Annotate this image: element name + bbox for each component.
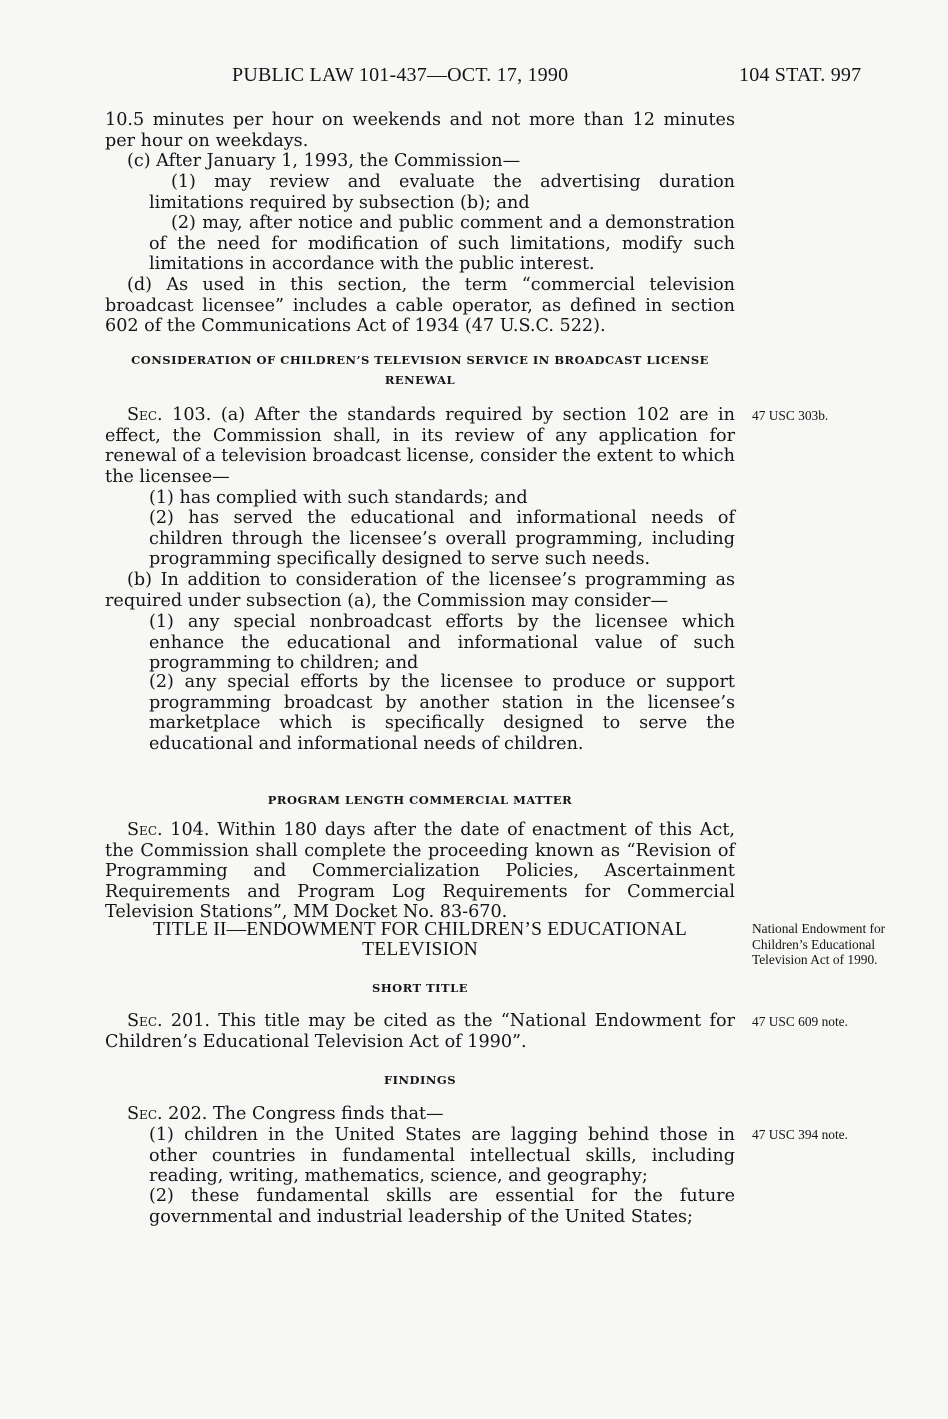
running-head: PUBLIC LAW 101-437—OCT. 17, 1990 <box>232 64 569 86</box>
margin-note: National Endowment for Children’s Educational Television Act of 1990. <box>752 921 886 967</box>
paragraph: (2) has served the educational and informational needs of children through the licensee’s overall programming, including programming specifically designed to serve such needs. <box>149 508 735 569</box>
paragraph: Sec. 103. (a) After the standards required by section 102 are in effect, the Commission shall, in its review of any application for renewal of a television broadcast license, consider the extent to which the licensee— <box>105 405 735 487</box>
section-heading: CONSIDERATION OF CHILDREN’S TELEVISION SERVICE IN BROADCAST LICENSE RENEWAL <box>131 353 709 387</box>
section-label: Sec. 201. <box>127 1011 211 1031</box>
margin-note: 47 USC 303b. <box>752 408 829 423</box>
section-heading: PROGRAM LENGTH COMMERCIAL MATTER <box>267 793 573 807</box>
page-stat-number: 104 STAT. 997 <box>739 64 862 86</box>
paragraph: (1) may review and evaluate the advertising duration limitations required by subsection (b); and <box>149 172 735 213</box>
title-heading: TITLE II—ENDOWMENT FOR CHILDREN’S EDUCATIONAL TELEVISION <box>153 919 687 960</box>
paragraph: (2) any special efforts by the licensee to produce or support programming broadcast by another station in the licensee’s marketplace which is specifically designed to serve the educational and informational needs of children. <box>149 672 735 754</box>
section-label: Sec. 103. <box>127 405 212 425</box>
section-label: Sec. 202. <box>127 1104 208 1124</box>
paragraph: (1) any special nonbroadcast efforts by the licensee which enhance the educational and informational value of such programming to children; and <box>149 612 735 673</box>
paragraph: (b) In addition to consideration of the licensee’s programming as required under subsection (a), the Commission may consider— <box>105 570 735 611</box>
paragraph: 10.5 minutes per hour on weekends and not more than 12 minutes per hour on weekdays. <box>105 110 735 151</box>
paragraph: (2) these fundamental skills are essential for the future governmental and industrial leadership of the United States; <box>149 1186 735 1227</box>
paragraph: (c) After January 1, 1993, the Commission— <box>127 151 521 171</box>
paragraph: Sec. 202. The Congress finds that— <box>127 1104 444 1124</box>
paragraph: Sec. 201. This title may be cited as the “National Endowment for Children’s Educational Television Act of 1990”. <box>105 1011 736 1052</box>
paragraph: (1) has complied with such standards; and <box>149 488 528 508</box>
section-heading: SHORT TITLE <box>372 981 468 995</box>
paragraph: Sec. 104. Within 180 days after the date of enactment of this Act, the Commission shall complete the proceeding known as “Revision of Programming and Commercialization Policies, Ascertainment Requirements and Program Log Requirements for Commercial Television Stations”, MM Docket No. 83-670. <box>105 820 735 922</box>
paragraph: (d) As used in this section, the term “commercial television broadcast licensee” includes a cable operator, as defined in section 602 of the Communications Act of 1934 (47 U.S.C. 522). <box>105 275 735 336</box>
section-label: Sec. 104. <box>127 820 210 840</box>
paragraph: (1) children in the United States are lagging behind those in other countries in fundamental intellectual skills, including reading, writing, mathematics, science, and geography; <box>149 1125 735 1186</box>
paragraph: (2) may, after notice and public comment and a demonstration of the need for modification of such limitations, modify such limitations in accordance with the public interest. <box>149 213 735 274</box>
margin-note: 47 USC 609 note. <box>752 1014 848 1029</box>
margin-note: 47 USC 394 note. <box>752 1127 848 1142</box>
section-heading: FINDINGS <box>383 1073 457 1087</box>
